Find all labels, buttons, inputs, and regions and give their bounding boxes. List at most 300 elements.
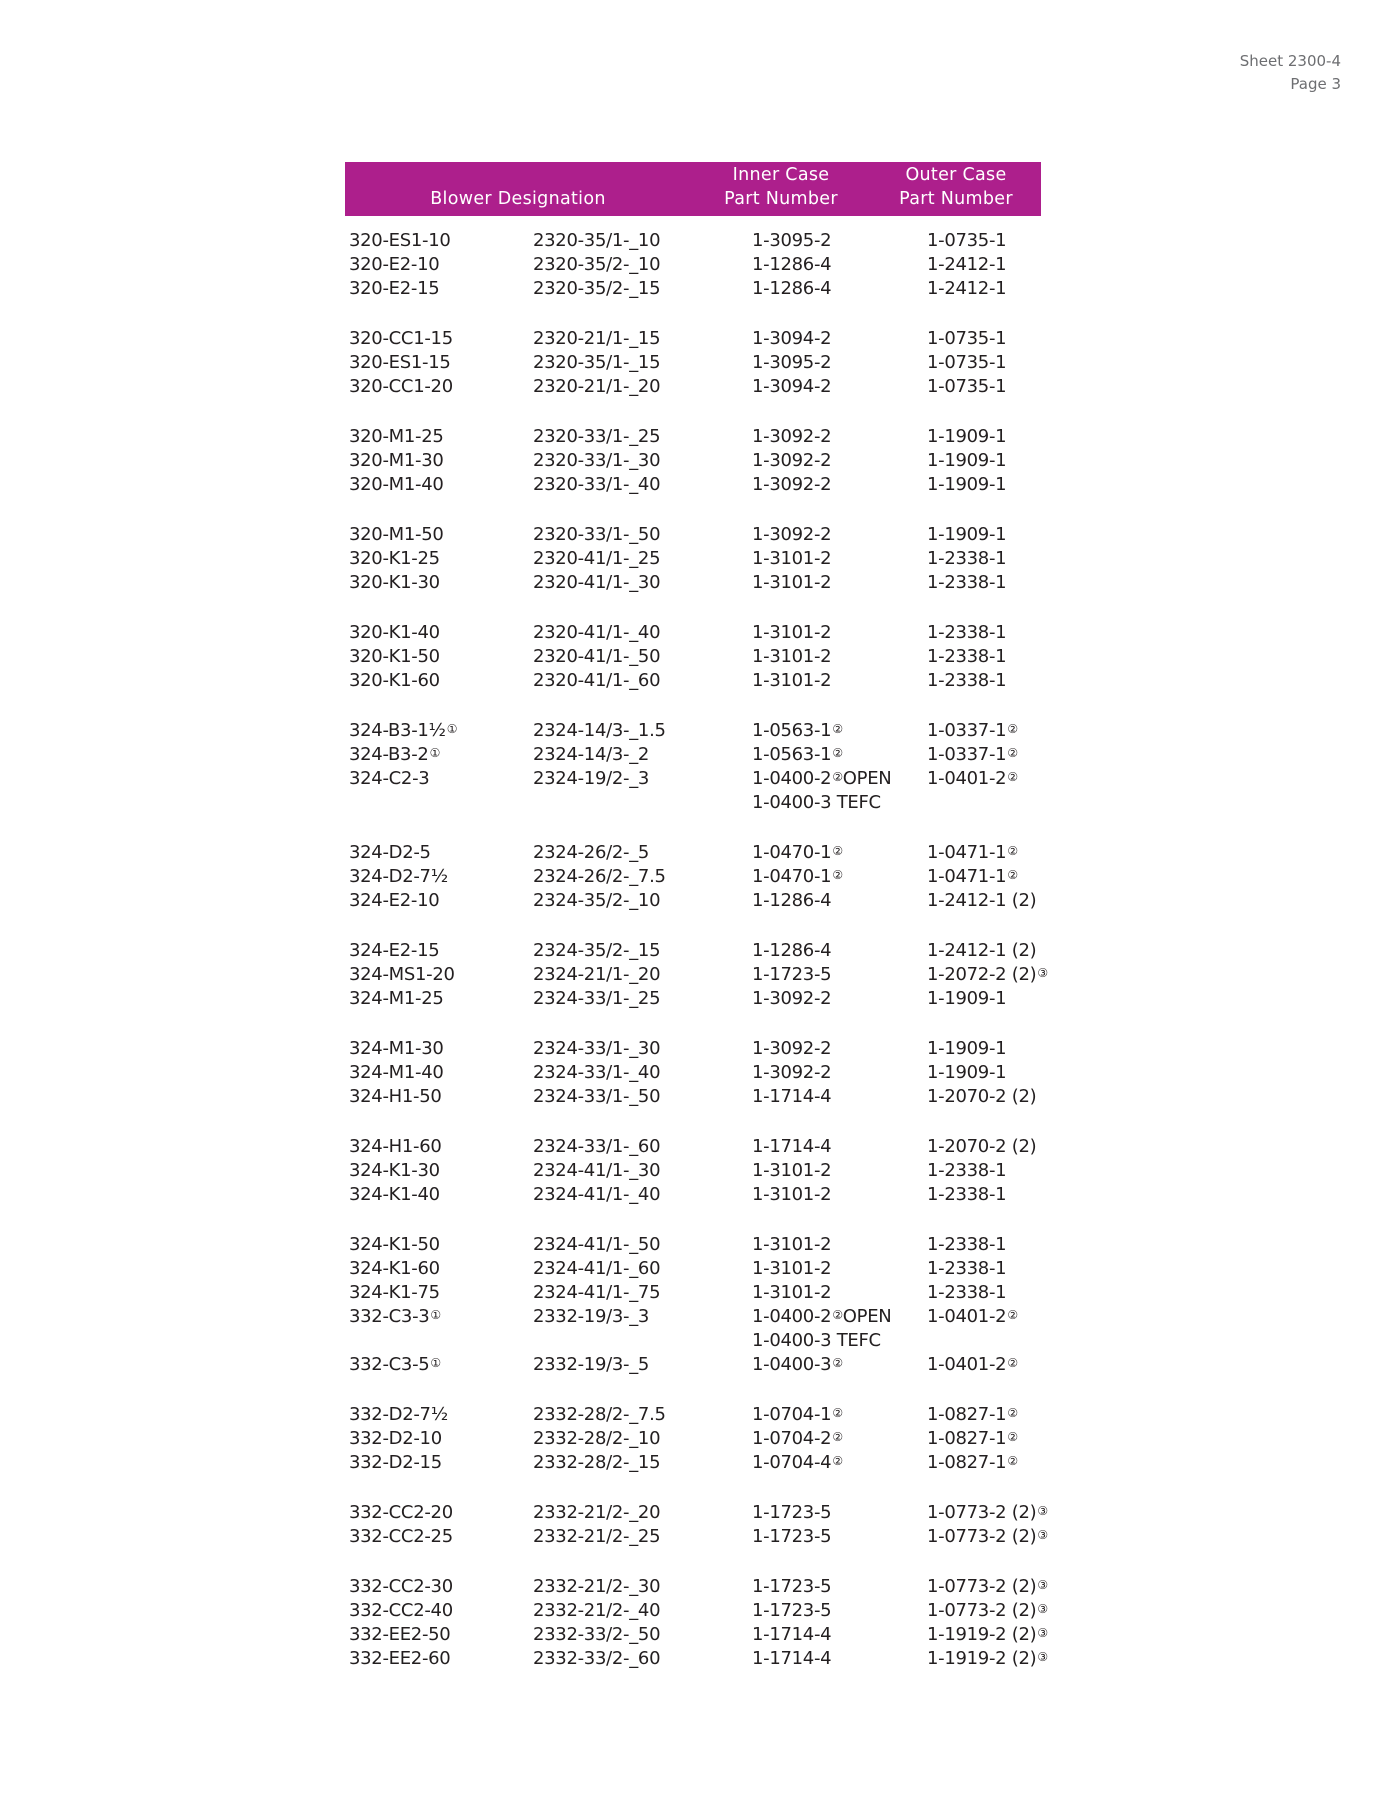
- inner-case-part: [752, 939, 831, 963]
- outer-case-part: [927, 1061, 1006, 1085]
- outer-case-part-text: 1-0337-1: [927, 720, 1007, 741]
- model-number-text: 2324-33/1-_60: [533, 1136, 661, 1157]
- footnote-marker: ②: [832, 1356, 843, 1370]
- inner-case-part-text: 1-3101-2: [752, 646, 832, 667]
- inner-case-part-text: 1-1286-4: [752, 278, 832, 299]
- blower-designation: [349, 963, 455, 987]
- table-row: [0, 1183, 1391, 1207]
- blower-designation: [349, 987, 444, 1011]
- outer-case-part: [927, 719, 1018, 743]
- table-row: [0, 375, 1391, 399]
- inner-case-part: [752, 1329, 881, 1353]
- blower-designation: [349, 425, 444, 449]
- inner-case-part: [752, 277, 831, 301]
- blower-designation: [349, 1281, 440, 1305]
- outer-case-part: [927, 1599, 1048, 1623]
- model-number: [533, 963, 660, 987]
- model-number: [533, 1305, 649, 1329]
- inner-case-part: [752, 229, 831, 253]
- inner-case-part-text: 1-3094-2: [752, 328, 832, 349]
- model-number-text: 2324-41/1-_30: [533, 1160, 661, 1181]
- inner-case-part: [752, 1403, 843, 1427]
- inner-case-part-text: 1-3092-2: [752, 524, 832, 545]
- footnote-marker: ②: [1007, 1454, 1018, 1468]
- model-number-text: 2324-35/2-_10: [533, 890, 661, 911]
- model-number-text: 2332-19/3-_5: [533, 1354, 650, 1375]
- blower-designation-text: 324-H1-50: [349, 1086, 442, 1107]
- table-row: [0, 1353, 1391, 1377]
- blower-designation-text: 324-H1-60: [349, 1136, 442, 1157]
- footnote-marker: ①: [446, 722, 458, 736]
- model-number-text: 2320-33/1-_25: [533, 426, 661, 447]
- outer-case-part-text: 1-0401-2: [927, 1306, 1007, 1327]
- model-number-text: 2332-21/2-_40: [533, 1600, 661, 1621]
- footnote-marker: ②: [832, 1430, 843, 1444]
- blower-designation-text: 332-D2-10: [349, 1428, 442, 1449]
- outer-case-part: [927, 1257, 1006, 1281]
- blower-designation: [349, 277, 439, 301]
- model-number: [533, 547, 660, 571]
- table-row: [0, 547, 1391, 571]
- inner-case-part: [752, 351, 831, 375]
- model-number: [533, 1257, 660, 1281]
- outer-case-part: [927, 1403, 1018, 1427]
- inner-case-part-text: 1-3101-2: [752, 1282, 832, 1303]
- inner-case-part-text: 1-3101-2: [752, 548, 832, 569]
- inner-case-part: [752, 669, 831, 693]
- table-row: [0, 1329, 1391, 1353]
- model-number: [533, 327, 660, 351]
- outer-case-part-text: 1-0337-1: [927, 744, 1007, 765]
- inner-case-part-text: 1-3092-2: [752, 1038, 832, 1059]
- table-row: [0, 1623, 1391, 1647]
- inner-case-part: [752, 1647, 831, 1671]
- inner-case-part-text: 1-0704-1: [752, 1404, 832, 1425]
- model-number-text: 2320-41/1-_25: [533, 548, 661, 569]
- blower-designation-text: 320-CC1-20: [349, 376, 453, 397]
- inner-case-part: [752, 1623, 831, 1647]
- footnote-marker: ②: [1007, 1406, 1018, 1420]
- outer-case-part: [927, 621, 1006, 645]
- outer-case-part: [927, 229, 1006, 253]
- inner-case-part: [752, 841, 843, 865]
- table-row: [0, 963, 1391, 987]
- inner-case-part: [752, 253, 831, 277]
- blower-designation: [349, 1403, 448, 1427]
- model-number: [533, 1353, 649, 1377]
- inner-case-part-text: 1-3095-2: [752, 230, 832, 251]
- outer-case-part: [927, 1501, 1048, 1525]
- outer-case-part: [927, 1037, 1006, 1061]
- motor-type-suffix: OPEN: [842, 1306, 892, 1327]
- model-number: [533, 645, 660, 669]
- inner-case-part: [752, 1061, 831, 1085]
- outer-case-part: [927, 327, 1006, 351]
- blower-designation: [349, 375, 453, 399]
- blower-designation: [349, 1135, 442, 1159]
- inner-case-part-text: 1-0563-1: [752, 744, 832, 765]
- outer-case-part-text: 1-0827-1: [927, 1428, 1007, 1449]
- outer-case-part-text: 1-0735-1: [927, 328, 1007, 349]
- blower-designation: [349, 669, 440, 693]
- footnote-marker: ②: [832, 746, 843, 760]
- inner-case-part-text: 1-0400-3: [752, 1354, 832, 1375]
- table-row: [0, 1085, 1391, 1109]
- blower-designation-text: 332-EE2-60: [349, 1648, 451, 1669]
- model-number: [533, 1525, 660, 1549]
- model-number-text: 2332-21/2-_25: [533, 1526, 661, 1547]
- table-row: [0, 1159, 1391, 1183]
- blower-designation-text: 324-E2-15: [349, 940, 440, 961]
- inner-case-part-text: 1-3092-2: [752, 474, 832, 495]
- table-row: [0, 351, 1391, 375]
- outer-case-part: [927, 1575, 1048, 1599]
- outer-case-part: [927, 987, 1006, 1011]
- sheet-info: [1240, 50, 1341, 96]
- outer-case-part: [927, 351, 1006, 375]
- inner-case-part: [752, 473, 831, 497]
- inner-case-part: [752, 571, 831, 595]
- blower-designation-text: 324-D2-5: [349, 842, 431, 863]
- model-number: [533, 987, 660, 1011]
- outer-case-part: [927, 1451, 1018, 1475]
- blower-designation-text: 324-B3-1½: [349, 720, 446, 741]
- blower-designation-text: 332-CC2-20: [349, 1502, 453, 1523]
- outer-case-part: [927, 1135, 1036, 1159]
- blower-designation: [349, 767, 429, 791]
- model-number-text: 2332-28/2-_15: [533, 1452, 661, 1473]
- inner-case-part: [752, 1501, 831, 1525]
- blower-designation-text: 320-ES1-15: [349, 352, 451, 373]
- inner-case-part-text: 1-3101-2: [752, 1234, 832, 1255]
- model-number-text: 2332-21/2-_30: [533, 1576, 661, 1597]
- table-row: [0, 1501, 1391, 1525]
- blower-designation-text: 320-K1-50: [349, 646, 440, 667]
- blower-designation-text: 324-B3-2: [349, 744, 429, 765]
- model-number: [533, 621, 660, 645]
- blower-designation-text: 332-D2-7½: [349, 1404, 448, 1425]
- inner-case-part: [752, 1305, 891, 1329]
- blower-designation: [349, 865, 448, 889]
- outer-case-part: [927, 1525, 1048, 1549]
- model-number-text: 2332-33/2-_50: [533, 1624, 661, 1645]
- model-number: [533, 1159, 660, 1183]
- outer-case-part: [927, 1159, 1006, 1183]
- outer-case-part-text: 1-1909-1: [927, 450, 1007, 471]
- footnote-marker: ③: [1037, 1650, 1048, 1664]
- footnote-marker: ③: [1037, 1528, 1048, 1542]
- model-number-text: 2324-33/1-_30: [533, 1038, 661, 1059]
- model-number-text: 2324-19/2-_3: [533, 768, 650, 789]
- table-row: [0, 889, 1391, 913]
- outer-case-part-text: 1-0735-1: [927, 352, 1007, 373]
- table-row: [0, 865, 1391, 889]
- inner-case-part-text: 1-0400-3 TEFC: [752, 792, 881, 813]
- model-number: [533, 277, 660, 301]
- inner-case-part-text: 1-0400-3 TEFC: [752, 1330, 881, 1351]
- inner-case-part-text: 1-3101-2: [752, 1258, 832, 1279]
- model-number-text: 2332-33/2-_60: [533, 1648, 661, 1669]
- blower-designation-text: 320-E2-10: [349, 254, 440, 275]
- outer-case-part-text: 1-2338-1: [927, 1160, 1007, 1181]
- outer-case-part-text: 1-2338-1: [927, 1282, 1007, 1303]
- footnote-marker: ②: [832, 722, 843, 736]
- outer-case-part: [927, 645, 1006, 669]
- outer-case-part-text: 1-2338-1: [927, 548, 1007, 569]
- inner-case-part-text: 1-3101-2: [752, 622, 832, 643]
- footnote-marker: ②: [832, 1454, 843, 1468]
- model-number-text: 2324-26/2-_5: [533, 842, 650, 863]
- inner-case-part-text: 1-1714-4: [752, 1624, 832, 1645]
- blower-designation: [349, 743, 440, 767]
- blower-designation-text: 332-CC2-25: [349, 1526, 453, 1547]
- footnote-marker: ②: [1007, 746, 1018, 760]
- outer-case-part: [927, 547, 1006, 571]
- model-number-text: 2320-35/1-_10: [533, 230, 661, 251]
- outer-case-part-text: 1-1909-1: [927, 1062, 1007, 1083]
- inner-case-part: [752, 645, 831, 669]
- model-number-text: 2324-35/2-_15: [533, 940, 661, 961]
- inner-case-part-text: 1-1723-5: [752, 1600, 832, 1621]
- inner-case-part-text: 1-0400-2: [752, 768, 832, 789]
- model-number: [533, 1135, 660, 1159]
- table-row: [0, 229, 1391, 253]
- blower-designation-text: 332-CC2-30: [349, 1576, 453, 1597]
- inner-case-part: [752, 987, 831, 1011]
- header-inner-line1: Inner Case: [732, 165, 830, 185]
- outer-case-part-text: 1-1919-2 (2): [927, 1624, 1037, 1645]
- table-row: [0, 1061, 1391, 1085]
- blower-designation-text: 332-D2-15: [349, 1452, 442, 1473]
- outer-case-part: [927, 841, 1018, 865]
- outer-case-part-text: 1-2338-1: [927, 1258, 1007, 1279]
- inner-case-part: [752, 1135, 831, 1159]
- model-number: [533, 1599, 660, 1623]
- model-number-text: 2320-35/2-_15: [533, 278, 661, 299]
- outer-case-part-text: 1-0471-1: [927, 866, 1007, 887]
- outer-case-part: [927, 963, 1048, 987]
- inner-case-part: [752, 791, 881, 815]
- table-row: [0, 1403, 1391, 1427]
- outer-case-part: [927, 473, 1006, 497]
- inner-case-part-text: 1-0563-1: [752, 720, 832, 741]
- blower-designation: [349, 939, 439, 963]
- inner-case-part: [752, 767, 891, 791]
- model-number: [533, 1061, 660, 1085]
- outer-case-part-text: 1-0827-1: [927, 1404, 1007, 1425]
- header-blower-designation: Blower Designation: [430, 189, 606, 209]
- model-number: [533, 473, 660, 497]
- blower-designation: [349, 1353, 441, 1377]
- footnote-marker: ②: [1007, 1308, 1018, 1322]
- outer-case-part-text: 1-2412-1: [927, 254, 1007, 275]
- outer-case-part: [927, 1427, 1018, 1451]
- inner-case-part-text: 1-3092-2: [752, 988, 832, 1009]
- model-number-text: 2320-41/1-_40: [533, 622, 661, 643]
- table-row: [0, 425, 1391, 449]
- model-number-text: 2332-28/2-_7.5: [533, 1404, 666, 1425]
- blower-designation-text: 332-EE2-50: [349, 1624, 451, 1645]
- footnote-marker: ③: [1037, 1626, 1048, 1640]
- blower-designation: [349, 1305, 441, 1329]
- blower-designation: [349, 645, 440, 669]
- model-number: [533, 1647, 660, 1671]
- blower-designation-text: 320-M1-50: [349, 524, 444, 545]
- outer-case-part: [927, 1233, 1006, 1257]
- outer-case-part: [927, 1305, 1018, 1329]
- model-number: [533, 1501, 660, 1525]
- blower-designation-text: 324-K1-50: [349, 1234, 440, 1255]
- table-row: [0, 645, 1391, 669]
- table-row: [0, 571, 1391, 595]
- blower-designation-text: 320-ES1-10: [349, 230, 451, 251]
- outer-case-part-text: 1-1909-1: [927, 1038, 1007, 1059]
- table-row: [0, 1575, 1391, 1599]
- outer-case-part-text: 1-2072-2 (2): [927, 964, 1037, 985]
- blower-designation: [349, 1085, 442, 1109]
- outer-case-part: [927, 375, 1006, 399]
- blower-designation-text: 324-M1-25: [349, 988, 444, 1009]
- outer-case-part-text: 1-2338-1: [927, 572, 1007, 593]
- model-number: [533, 719, 666, 743]
- inner-case-part-text: 1-0704-4: [752, 1452, 832, 1473]
- outer-case-part-text: 1-0827-1: [927, 1452, 1007, 1473]
- inner-case-part: [752, 963, 831, 987]
- table-row: [0, 277, 1391, 301]
- outer-case-part-text: 1-0773-2 (2): [927, 1600, 1037, 1621]
- footnote-marker: ②: [832, 868, 843, 882]
- inner-case-part: [752, 1281, 831, 1305]
- outer-case-part: [927, 425, 1006, 449]
- inner-case-part: [752, 1037, 831, 1061]
- outer-case-part-text: 1-0735-1: [927, 230, 1007, 251]
- model-number-text: 2324-26/2-_7.5: [533, 866, 666, 887]
- blower-designation-text: 324-M1-40: [349, 1062, 444, 1083]
- page-number: Page 3: [1290, 75, 1341, 93]
- model-number-text: 2332-21/2-_20: [533, 1502, 661, 1523]
- blower-designation: [349, 1525, 453, 1549]
- model-number-text: 2320-41/1-_60: [533, 670, 661, 691]
- model-number: [533, 889, 660, 913]
- blower-designation-text: 320-M1-25: [349, 426, 444, 447]
- table-row: [0, 939, 1391, 963]
- model-number: [533, 571, 660, 595]
- inner-case-part-text: 1-1286-4: [752, 254, 832, 275]
- model-number-text: 2320-35/1-_15: [533, 352, 661, 373]
- blower-designation: [349, 253, 439, 277]
- inner-case-part: [752, 1575, 831, 1599]
- model-number: [533, 523, 660, 547]
- blower-designation: [349, 1647, 450, 1671]
- footnote-marker: ②: [1007, 770, 1018, 784]
- outer-case-part-text: 1-0773-2 (2): [927, 1526, 1037, 1547]
- blower-designation: [349, 719, 457, 743]
- model-number: [533, 1451, 660, 1475]
- outer-case-part: [927, 277, 1006, 301]
- table-row: [0, 1525, 1391, 1549]
- inner-case-part-text: 1-1723-5: [752, 1576, 832, 1597]
- model-number-text: 2320-33/1-_30: [533, 450, 661, 471]
- blower-designation-text: 324-K1-30: [349, 1160, 440, 1181]
- outer-case-part-text: 1-2338-1: [927, 622, 1007, 643]
- blower-designation: [349, 889, 439, 913]
- model-number: [533, 669, 660, 693]
- outer-case-part: [927, 523, 1006, 547]
- inner-case-part: [752, 719, 843, 743]
- outer-case-part: [927, 1183, 1006, 1207]
- table-row: [0, 1135, 1391, 1159]
- outer-case-part-text: 1-0401-2: [927, 768, 1007, 789]
- footnote-marker: ②: [1007, 868, 1018, 882]
- blower-designation: [349, 1257, 440, 1281]
- model-number: [533, 939, 660, 963]
- inner-case-part-text: 1-3101-2: [752, 670, 832, 691]
- table-row: [0, 791, 1391, 815]
- footnote-marker: ③: [1037, 1602, 1048, 1616]
- inner-case-part: [752, 1257, 831, 1281]
- outer-case-part: [927, 743, 1018, 767]
- outer-case-part: [927, 767, 1018, 791]
- blower-designation-text: 332-C3-5: [349, 1354, 430, 1375]
- blower-designation-text: 324-E2-10: [349, 890, 440, 911]
- model-number-text: 2324-14/3-_1.5: [533, 720, 666, 741]
- blower-designation: [349, 1599, 453, 1623]
- outer-case-part-text: 1-0773-2 (2): [927, 1576, 1037, 1597]
- blower-designation: [349, 327, 453, 351]
- blower-designation: [349, 1575, 453, 1599]
- blower-designation: [349, 621, 440, 645]
- inner-case-part: [752, 1353, 843, 1377]
- table-header: [345, 162, 1041, 216]
- blower-designation: [349, 1183, 440, 1207]
- footnote-marker: ③: [1037, 1578, 1048, 1592]
- motor-type-suffix: OPEN: [842, 768, 892, 789]
- model-number-text: 2332-19/3-_3: [533, 1306, 650, 1327]
- model-number: [533, 865, 666, 889]
- blower-designation: [349, 1451, 442, 1475]
- blower-designation-text: 320-CC1-15: [349, 328, 453, 349]
- inner-case-part-text: 1-3094-2: [752, 376, 832, 397]
- inner-case-part-text: 1-1286-4: [752, 890, 832, 911]
- inner-case-part-text: 1-3092-2: [752, 426, 832, 447]
- model-number-text: 2324-33/1-_50: [533, 1086, 661, 1107]
- model-number-text: 2320-33/1-_50: [533, 524, 661, 545]
- inner-case-part: [752, 1427, 843, 1451]
- inner-case-part-text: 1-3101-2: [752, 572, 832, 593]
- table-row: [0, 1647, 1391, 1671]
- blower-designation-text: 324-MS1-20: [349, 964, 455, 985]
- footnote-marker: ③: [1037, 1504, 1048, 1518]
- blower-designation-text: 320-K1-40: [349, 622, 440, 643]
- inner-case-part-text: 1-1714-4: [752, 1648, 832, 1669]
- model-number: [533, 229, 660, 253]
- model-number-text: 2324-33/1-_40: [533, 1062, 661, 1083]
- table-row: [0, 523, 1391, 547]
- blower-designation: [349, 1233, 440, 1257]
- model-number: [533, 767, 649, 791]
- blower-designation: [349, 841, 431, 865]
- blower-designation-text: 320-K1-30: [349, 572, 440, 593]
- model-number-text: 2324-33/1-_25: [533, 988, 661, 1009]
- outer-case-part: [927, 1647, 1048, 1671]
- inner-case-part-text: 1-3101-2: [752, 1160, 832, 1181]
- blower-designation-text: 324-K1-60: [349, 1258, 440, 1279]
- footnote-marker: ①: [430, 1356, 441, 1370]
- inner-case-part-text: 1-0704-2: [752, 1428, 832, 1449]
- outer-case-part: [927, 449, 1006, 473]
- model-number-text: 2324-41/1-_60: [533, 1258, 661, 1279]
- table-row: [0, 1037, 1391, 1061]
